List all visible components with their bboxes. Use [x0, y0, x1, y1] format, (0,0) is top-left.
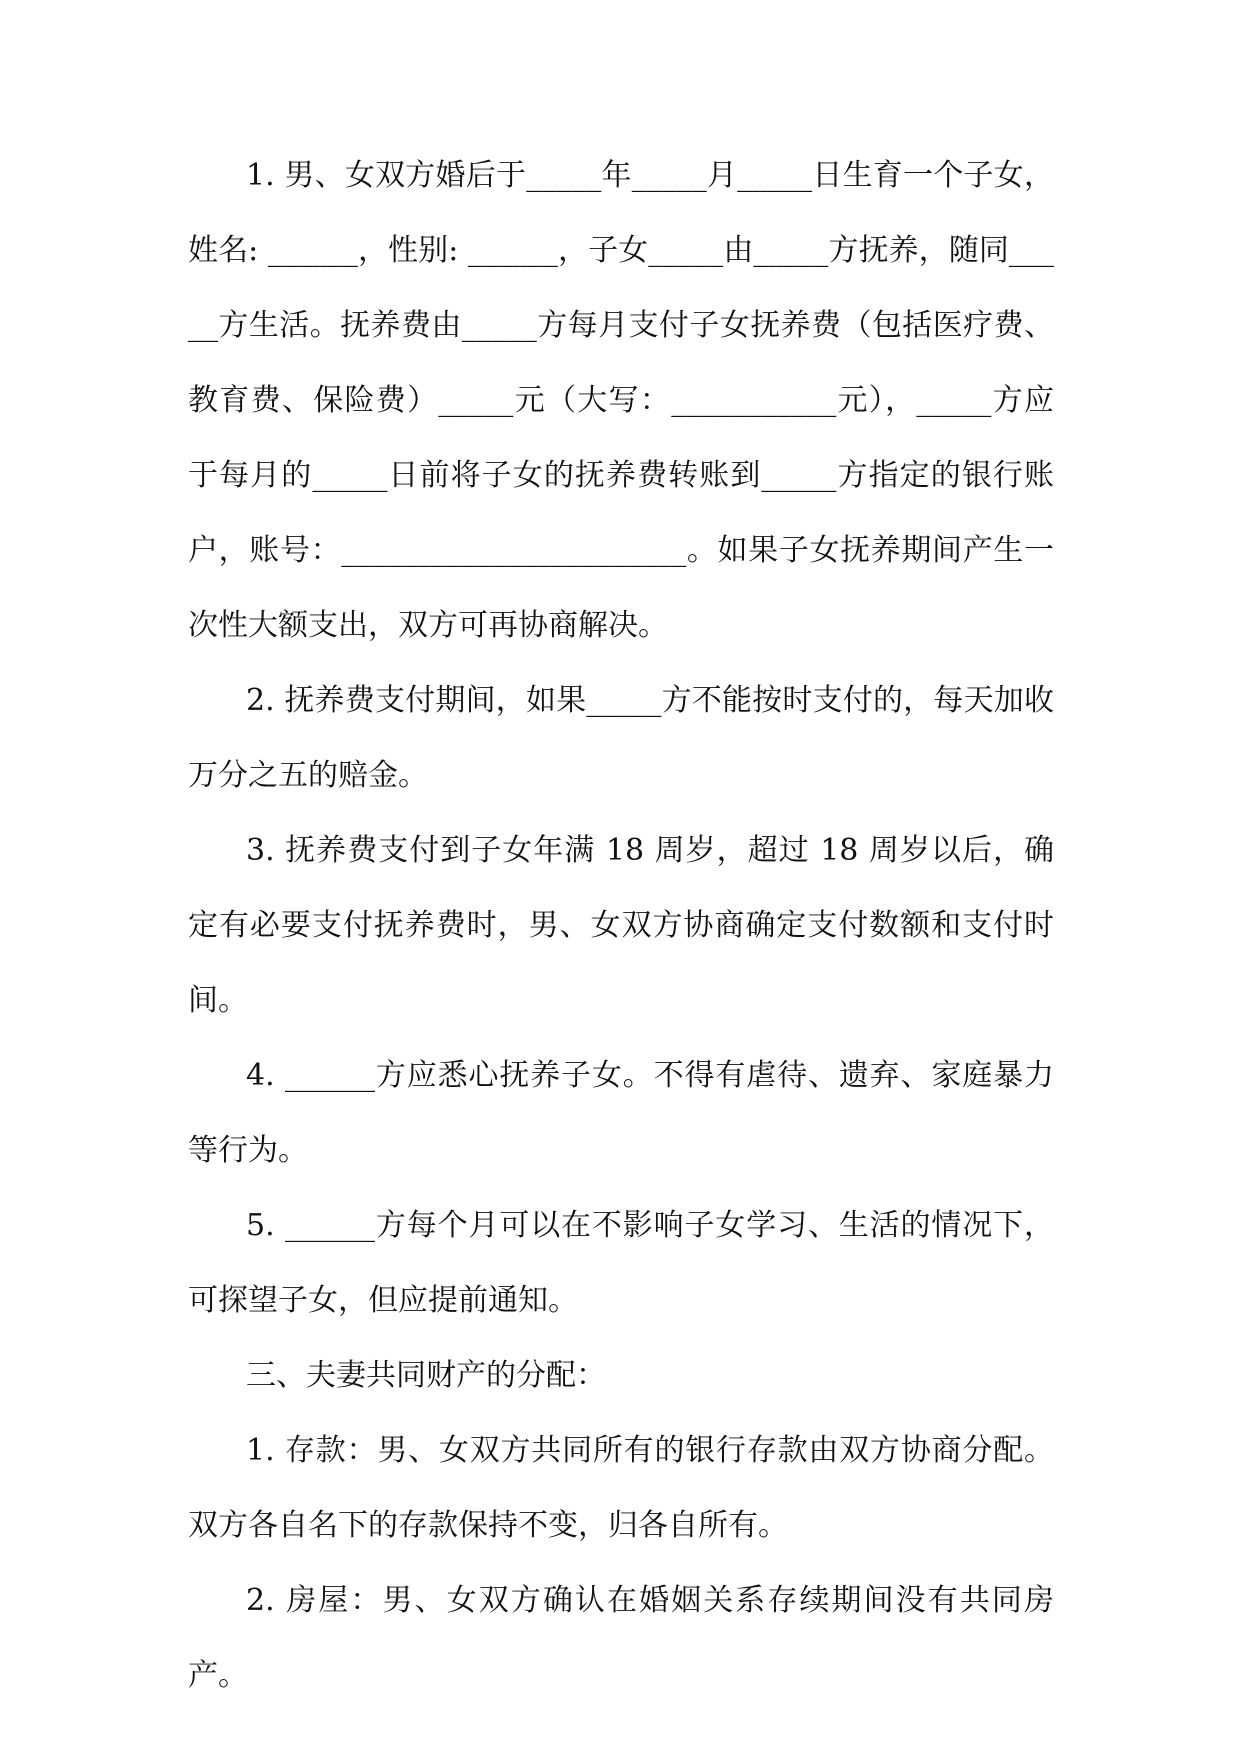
clause-housing: 2. 房屋：男、女双方确认在婚姻关系存续期间没有共同房产。	[188, 1583, 1054, 1693]
clause-child-custody: 1. 男、女双方婚后于_____年_____月_____日生育一个子女，姓名: ______，性别: ______，子女_____由_____方抚养，随同_____方生活。抚养费由_____方每月支付子女抚养费（包括医疗费、教育费、保险费）_____元（大写：___________元），_____方应于每月的_____日前将子女的抚养费转账到_____方指定的银行账户，账号：_______________________。如果子女抚养期间产生一次性大额支出，双方可再协商解决。	[188, 158, 1054, 643]
clause-support-duration: 3. 抚养费支付到子女年满 18 周岁，超过 18 周岁以后，确定有必要支付抚养费时，男、女双方协商确定支付数额和支付时间。	[188, 833, 1054, 1018]
clause-late-payment: 2. 抚养费支付期间，如果_____方不能按时支付的，每天加收万分之五的赔金。	[188, 683, 1054, 793]
clause-savings: 1. 存款：男、女双方共同所有的银行存款由双方协商分配。双方各自名下的存款保持不变，归各自所有。	[188, 1433, 1054, 1543]
document-body	[188, 138, 1054, 1713]
clause-care-obligation: 4. ______方应悉心抚养子女。不得有虐待、遗弃、家庭暴力等行为。	[188, 1058, 1054, 1168]
clause-visitation: 5. ______方每个月可以在不影响子女学习、生活的情况下，可探望子女，但应提前通知。	[188, 1208, 1054, 1318]
section-heading-property: 三、夫妻共同财产的分配：	[246, 1358, 606, 1393]
